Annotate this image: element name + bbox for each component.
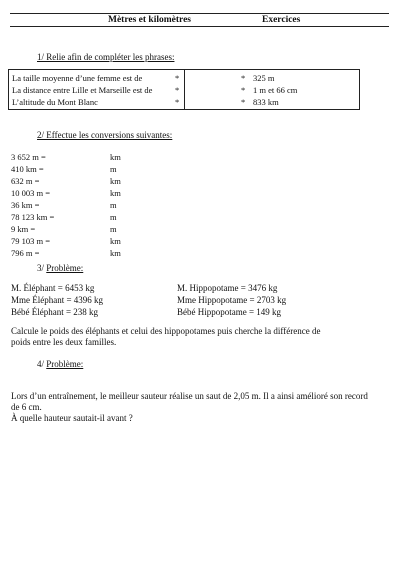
match-right-dot-1[interactable]: * xyxy=(241,73,246,83)
hippo-line: M. Hippopotame = 3476 kg xyxy=(177,283,278,293)
elephant-line: M. Éléphant = 6453 kg xyxy=(11,283,95,293)
match-right-2: 1 m et 66 cm xyxy=(253,85,298,95)
conversion-row xyxy=(11,164,44,174)
hippo-line: Mme Hippopotame = 2703 kg xyxy=(177,295,287,305)
conversion-row xyxy=(11,212,54,222)
conversion-row xyxy=(11,200,39,210)
conversion-row xyxy=(11,248,39,258)
match-left-dot-2[interactable]: * xyxy=(175,85,180,95)
conversion-left: 10 003 m = xyxy=(11,188,51,198)
conversion-left: 632 m = xyxy=(11,176,40,186)
conversion-unit: km xyxy=(110,176,121,186)
conversion-left: 796 m = xyxy=(11,248,40,258)
match-left-3: L’altitude du Mont Blanc xyxy=(12,97,98,107)
page-header xyxy=(10,13,389,27)
exercise-1-heading-text: 1/ Relie afin de compléter les phrases: xyxy=(37,52,175,62)
conversion-left: 3 652 m = xyxy=(11,152,46,162)
exercise-4-heading xyxy=(37,359,83,370)
match-left-dot-1[interactable]: * xyxy=(175,73,180,83)
exercise-4-heading-number: 4/ xyxy=(37,359,45,369)
conversion-unit: m xyxy=(110,164,117,174)
elephant-line: Bébé Éléphant = 238 kg xyxy=(11,307,99,317)
match-right-3: 833 km xyxy=(253,97,279,107)
elephant-line: Mme Éléphant = 4396 kg xyxy=(11,295,104,305)
matching-divider xyxy=(184,70,185,109)
conversion-left: 79 103 m = xyxy=(11,236,51,246)
conversion-row xyxy=(11,176,39,186)
exercise-4-text-line-2: de 6 cm. xyxy=(11,402,42,412)
exercise-3-question-line-2: poids entre les deux familles. xyxy=(11,337,117,347)
match-left-dot-3[interactable]: * xyxy=(175,97,180,107)
exercise-2-heading xyxy=(37,130,172,141)
exercise-4-heading-text: Problème: xyxy=(46,359,84,369)
match-left-2: La distance entre Lille et Marseille est de xyxy=(12,85,153,95)
conversion-row xyxy=(11,152,46,162)
exercise-3-question-line-1: Calcule le poids des éléphants et celui des hippopotames puis cherche la différence de xyxy=(11,326,321,336)
matching-table xyxy=(8,69,360,110)
conversion-unit: m xyxy=(110,212,117,222)
exercise-2-heading-text: 2/ Effectue les conversions suivantes: xyxy=(37,130,173,140)
conversion-left: 78 123 km = xyxy=(11,212,55,222)
exercise-3-heading-number: 3/ xyxy=(37,263,45,273)
conversion-left: 410 km = xyxy=(11,164,44,174)
conversion-row xyxy=(11,224,35,234)
hippo-line: Bébé Hippopotame = 149 kg xyxy=(177,307,282,317)
conversion-unit: m xyxy=(110,200,117,210)
exercise-4-text-line-3: À quelle hauteur sautait-il avant ? xyxy=(11,413,133,423)
page-subtitle: Exercices xyxy=(262,15,301,25)
conversion-unit: km xyxy=(110,188,121,198)
exercise-3-heading xyxy=(37,263,83,274)
exercise-1-heading xyxy=(37,52,174,63)
match-right-dot-2[interactable]: * xyxy=(241,85,246,95)
match-right-1: 325 m xyxy=(253,73,275,83)
conversion-left: 9 km = xyxy=(11,224,36,234)
match-left-1: La taille moyenne d’une femme est de xyxy=(12,73,143,83)
conversion-unit: km xyxy=(110,152,121,162)
match-right-dot-3[interactable]: * xyxy=(241,97,246,107)
conversion-row xyxy=(11,236,50,246)
conversion-unit: km xyxy=(110,248,121,258)
exercise-4-text-line-1: Lors d’un entraînement, le meilleur sauteur réalise un saut de 2,05 m. Il a ainsi amélioré son record xyxy=(11,391,368,401)
page-title: Mètres et kilomètres xyxy=(108,15,191,25)
conversion-left: 36 km = xyxy=(11,200,40,210)
exercise-3-heading-text: Problème: xyxy=(46,263,84,273)
conversion-row xyxy=(11,188,50,198)
conversion-unit: m xyxy=(110,224,117,234)
conversion-unit: km xyxy=(110,236,121,246)
